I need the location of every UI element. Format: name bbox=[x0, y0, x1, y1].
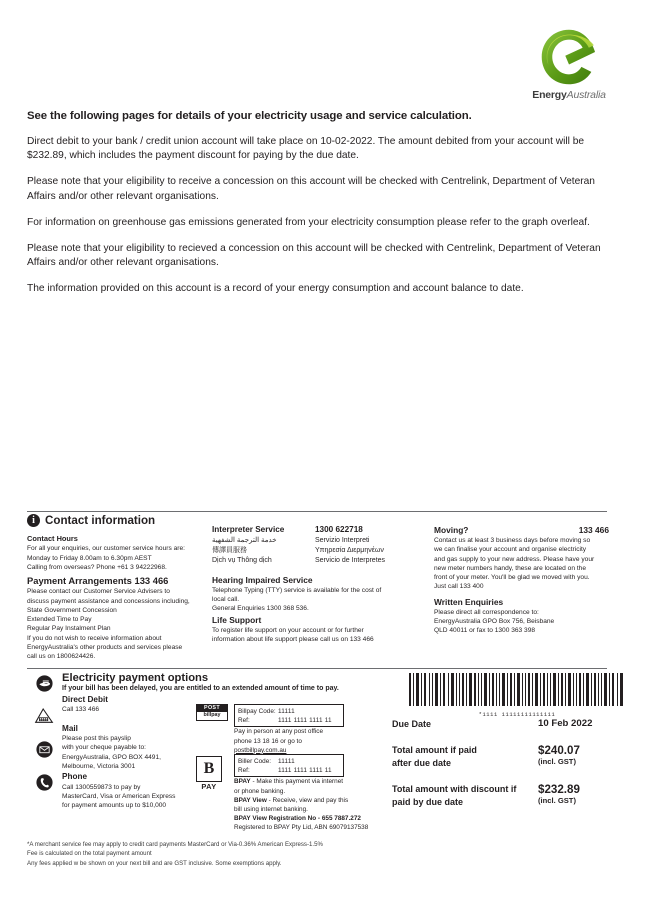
interpreter-service-title: Interpreter Service bbox=[212, 525, 285, 534]
bpay-label-1: BPAY bbox=[234, 778, 251, 786]
bpay-ref-value: 1111 1111 1111 11 bbox=[278, 766, 332, 774]
mail-line-2: with your cheque payable to: bbox=[62, 744, 146, 752]
intro-paragraph-1: Direct debit to your bank / credit union account will take place on 10-02-2022. The amount debited from your account will be $232.89, which includes the payment discount for paying by the due date. bbox=[27, 136, 585, 162]
payment-arrangements-line-6: If you do not wish to receive information about bbox=[27, 634, 162, 642]
footnote-3: Any fees applied w be shown on your next bill and are GST inclusive. Some exemptions apply. bbox=[27, 859, 282, 867]
amounts-summary bbox=[392, 718, 624, 822]
post-logo-bottom: billpay bbox=[203, 712, 221, 719]
moving-line-3: and gas supply to your new address. Please have your bbox=[434, 555, 595, 563]
after-due-date-label-line1: Total amount if paid bbox=[392, 745, 477, 756]
life-support-title: Life Support bbox=[212, 614, 262, 625]
amount-row-due-date bbox=[392, 718, 624, 730]
interpreter-lang-vietnamese: Dịch vụ Thông dịch bbox=[212, 557, 272, 565]
bpay-ref-label: Ref: bbox=[238, 766, 250, 774]
moving-line-1: Contact us at least 3 business days before moving so bbox=[434, 537, 591, 544]
footnote-1: *A merchant service fee may apply to credit card payments MasterCard or Via-0.36% American Express-1.5% bbox=[27, 841, 323, 848]
bpay-logo bbox=[196, 756, 222, 791]
bpay-logo-letter: B bbox=[196, 756, 222, 782]
direct-debit-icon-slot bbox=[29, 708, 59, 741]
postbillpay-line-1: Pay in person at any post office bbox=[234, 728, 324, 736]
phone-line-1: Call 1300559873 to pay by bbox=[62, 783, 141, 791]
mail-line-3: EnergyAustralia, GPO BOX 4491, bbox=[62, 753, 161, 761]
hearing-impaired-line-2: local call. bbox=[212, 596, 240, 604]
contact-hours-line-1: For all your enquiries, our customer service hours are: bbox=[27, 545, 185, 553]
written-enquiries-line-1: Please direct all correspondence to: bbox=[434, 608, 539, 616]
envelope-icon bbox=[36, 741, 53, 758]
written-enquiries-line-3: QLD 40011 or fax to 1300 363 398 bbox=[434, 627, 536, 635]
payment-arrangements-line-7: EnergyAustralia's other products and services please bbox=[27, 644, 183, 652]
bpay-text-1: - Make this payment via internet bbox=[250, 778, 344, 786]
written-enquiries-title: Written Enquiries bbox=[434, 596, 504, 607]
bpay-logo-caption: PAY bbox=[201, 782, 217, 792]
billpay-code-value: 11111 bbox=[278, 707, 295, 715]
life-support-line-2: information about life support please call us on 133 466 bbox=[212, 636, 374, 643]
biller-code-label: Biller Code: bbox=[238, 757, 272, 765]
phone-icon-slot bbox=[29, 774, 59, 807]
intro-paragraph-5: The information provided on this account is a record of your energy consumption and account balance to date. bbox=[27, 283, 524, 295]
interpreter-lang-italian: Servizio Interpreti bbox=[315, 536, 370, 544]
footnotes-section bbox=[27, 840, 447, 868]
bpay-internet-line-cont: or phone banking. bbox=[234, 787, 286, 795]
payment-divider bbox=[27, 668, 607, 669]
intro-paragraph-4: Please note that your eligibility to recieved a concession on this account will be checked with Centrelink, Department of Veteran Affairs and/or other relevant organisations. bbox=[27, 243, 601, 269]
discount-amount: $232.89 bbox=[538, 783, 580, 797]
billpay-code-box bbox=[234, 704, 344, 727]
phone-line-3: for payment amounts up to $10,000 bbox=[62, 802, 167, 810]
discount-label-line2: paid by due date bbox=[392, 796, 464, 807]
mail-title: Mail bbox=[62, 723, 78, 733]
intro-paragraph-3: For information on greenhouse gas emissions generated from your electricity consumption please refer to the graph overleaf. bbox=[27, 216, 590, 228]
contact-hours-line-3: Calling from overseas? Phone +61 3 94222968. bbox=[27, 564, 167, 571]
bpay-label-2: BPAY View bbox=[234, 796, 267, 804]
bpay-registration-line bbox=[234, 814, 386, 823]
interpreter-lang-spanish: Servicio de Interpretes bbox=[315, 557, 386, 565]
moving-line-5: front of your meter. You'll be glad we moved with you. bbox=[434, 574, 590, 582]
due-date-value: 10 Feb 2022 bbox=[538, 718, 593, 729]
contact-column-middle bbox=[212, 524, 420, 644]
payment-options-title: Electricity payment options bbox=[62, 672, 209, 684]
bpay-label-3: BPAY View Registration No bbox=[234, 815, 317, 823]
barcode-block bbox=[408, 673, 626, 718]
payment-arrangements-line-5: Regular Pay Instalment Plan bbox=[27, 625, 111, 633]
moving-line-4: new meter numbers handy, these are located on the bbox=[434, 564, 586, 572]
logo-word-australia: Australia bbox=[566, 89, 606, 101]
contact-hours-line-2: Monday to Friday 8.00am to 6.30pm AEST bbox=[27, 554, 152, 562]
footnote-2: Fee is calculated on the total payment amount bbox=[27, 850, 152, 858]
hand-dollar-icon-slot bbox=[29, 675, 59, 708]
mail-line-4: Melbourne, Victoria 3001 bbox=[62, 763, 136, 770]
due-date-label: Due Date bbox=[392, 719, 432, 729]
payment-icon-column bbox=[29, 675, 59, 807]
moving-title: Moving? bbox=[434, 525, 469, 535]
payment-options-header bbox=[62, 672, 339, 692]
interpreter-lang-chinese: 傳譯員服務 bbox=[212, 547, 247, 554]
interpreter-lang-arabic: خدمة الترجمة الشفهية bbox=[212, 536, 277, 544]
bpay-text-3: - 655 7887.272 bbox=[316, 815, 361, 823]
barcode-icon bbox=[408, 673, 626, 706]
interpreter-service-phone: 1300 622718 bbox=[315, 525, 363, 534]
written-enquiries-line-2: EnergyAustralia GPO Box 756, Beisbane bbox=[434, 618, 555, 626]
australia-post-logo bbox=[196, 704, 228, 721]
payment-arrangements-line-1: Please contact our Customer Service Advisers to bbox=[27, 588, 170, 596]
billpay-code-label: Billpay Code: bbox=[238, 707, 276, 715]
hand-dollar-icon bbox=[36, 675, 53, 692]
bpay-view-line-cont: bill using internet banking. bbox=[234, 806, 308, 814]
biller-code-value: 11111 bbox=[278, 757, 295, 765]
direct-debit-icon bbox=[34, 708, 54, 725]
contact-information-header bbox=[27, 514, 155, 527]
info-icon: i bbox=[27, 514, 40, 527]
logo-wordmark bbox=[521, 89, 617, 101]
phone-icon bbox=[36, 774, 53, 791]
payment-arrangements-line-3: State Government Concession bbox=[27, 606, 117, 614]
electronic-payment-column bbox=[196, 704, 386, 833]
envelope-icon-slot bbox=[29, 741, 59, 774]
barcode-number: *1111 11111111111111 bbox=[478, 712, 556, 718]
phone-line-2: MasterCard, Visa or American Express bbox=[62, 793, 176, 800]
moving-header bbox=[434, 524, 609, 536]
amount-row-after-due-date bbox=[392, 744, 624, 769]
post-logo-top: POST bbox=[197, 705, 227, 712]
payment-methods-column bbox=[62, 694, 197, 811]
life-support-line-1: To register life support on your account or for further bbox=[212, 626, 364, 634]
contact-hours-title: Contact Hours bbox=[27, 534, 78, 543]
bpay-registration-line-cont: Registered to BPAY Pty Lid, ABN 69079137538 bbox=[234, 824, 369, 832]
billpay-ref-label: Ref: bbox=[238, 716, 250, 724]
after-due-date-amount: $240.07 bbox=[538, 744, 580, 758]
after-due-date-label-line2: after due date bbox=[392, 757, 452, 768]
postbillpay-link[interactable]: postbillpay.com.au bbox=[234, 746, 287, 754]
hearing-impaired-line-3: General Enquiries 1300 368 536. bbox=[212, 605, 309, 613]
payment-arrangements-title: Payment Arrangements 133 466 bbox=[27, 575, 169, 587]
bpay-view-line bbox=[234, 796, 386, 805]
bpay-internet-line bbox=[234, 777, 386, 786]
moving-line-2: we can finalise your account and organise electricity bbox=[434, 546, 587, 554]
payment-arrangements-line-4: Extended Time to Pay bbox=[27, 616, 92, 624]
bpay-text-2: - Receive, view and pay this bbox=[266, 796, 349, 804]
energyaustralia-e-icon bbox=[538, 26, 600, 88]
postbillpay-block bbox=[196, 704, 386, 755]
energyaustralia-logo bbox=[521, 26, 617, 101]
hearing-impaired-line-1: Telephone Typing (TTY) service is available for the cost of bbox=[212, 586, 382, 594]
hearing-impaired-title: Hearing Impaired Service bbox=[212, 574, 313, 585]
direct-debit-title: Direct Debit bbox=[62, 695, 108, 704]
moving-line-6: Just call 133 400 bbox=[434, 583, 484, 591]
discount-label-line1: Total amount with discount if bbox=[392, 784, 517, 795]
contact-information-title: Contact information bbox=[45, 514, 156, 527]
amount-row-discount bbox=[392, 783, 624, 808]
payment-arrangements-line-2: discuss payment assistance and concessions including, bbox=[27, 597, 190, 605]
logo-word-energy: Energy bbox=[532, 89, 567, 101]
mail-line-1: Please post this payslip bbox=[62, 735, 131, 743]
intro-heading: See the following pages for details of your electricity usage and service calculation. bbox=[27, 110, 472, 122]
contact-divider bbox=[27, 511, 607, 512]
direct-debit-line-1: Call 133 466 bbox=[62, 706, 100, 714]
postbillpay-line-2: phone 13 18 16 or go to bbox=[234, 737, 302, 745]
billpay-ref-value: 1111 1111 1111 11 bbox=[278, 716, 332, 724]
after-due-date-gst: (incl. GST) bbox=[538, 757, 576, 767]
contact-column-left bbox=[27, 534, 207, 662]
bpay-block bbox=[196, 754, 386, 833]
payment-arrangements-line-8: call us on 1800624426. bbox=[27, 653, 96, 661]
moving-phone: 133 466 bbox=[578, 525, 609, 535]
biller-code-box bbox=[234, 754, 344, 777]
intro-paragraph-2: Please note that your eligibility to receive a concession on this account will be checked with Centrelink, Department of Veteran Affairs and/or other relevant organisations. bbox=[27, 176, 595, 202]
contact-column-right bbox=[434, 524, 609, 636]
interpreter-service-block bbox=[212, 524, 420, 567]
discount-gst: (incl. GST) bbox=[538, 796, 576, 806]
interpreter-lang-greek: Υπηρεσία Διερμηνέων bbox=[315, 547, 384, 554]
intro-section bbox=[27, 110, 607, 309]
payment-options-subtitle: If your bill has been delayed, you are entitled to an extended amount of time to pay. bbox=[62, 685, 339, 692]
phone-title: Phone bbox=[62, 772, 88, 782]
